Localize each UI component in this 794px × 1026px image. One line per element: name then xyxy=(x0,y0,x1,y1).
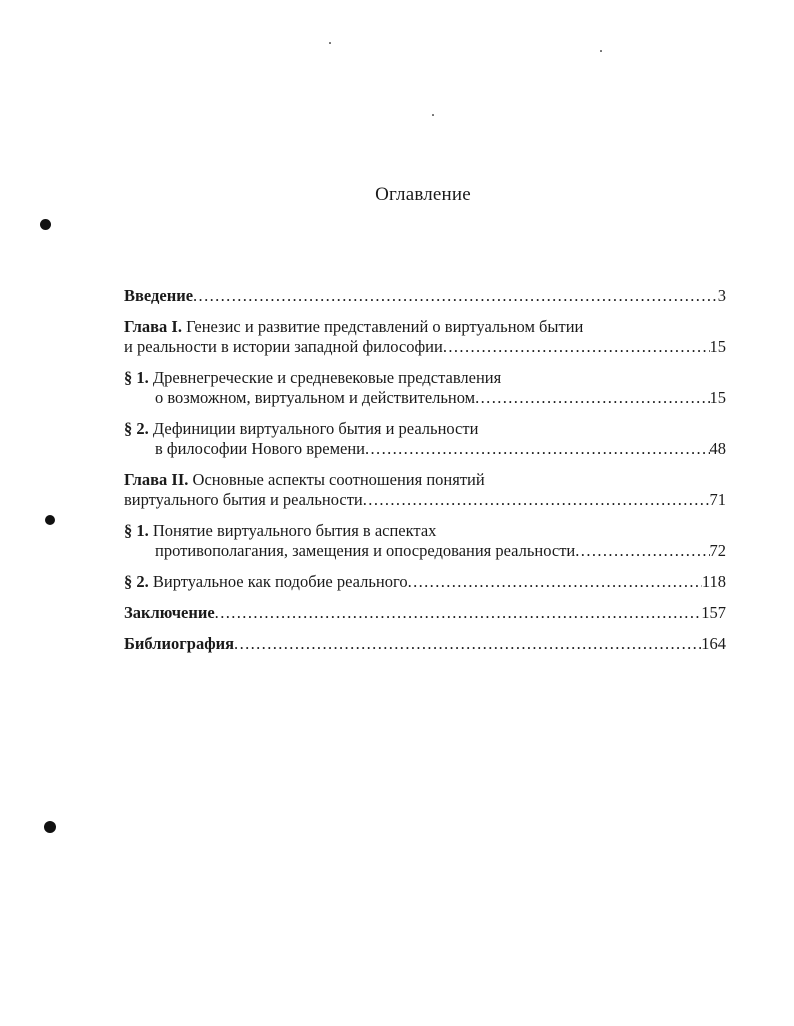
toc-page-number: 15 xyxy=(709,337,726,356)
toc-entry-conclusion[interactable] xyxy=(124,603,726,623)
toc-line-text xyxy=(124,286,193,306)
toc-line xyxy=(124,286,726,306)
toc-line-text xyxy=(124,419,478,439)
toc-line xyxy=(124,368,726,388)
dot-leader xyxy=(475,388,709,408)
toc-label: Основные аспекты соотношения понятий xyxy=(188,470,485,489)
toc-line-text xyxy=(124,368,501,388)
toc-line xyxy=(124,541,726,561)
toc-heading-prefix: § 1. xyxy=(124,368,149,387)
toc-line xyxy=(124,388,726,408)
toc-line xyxy=(124,603,726,623)
toc-page-number: 48 xyxy=(709,439,726,458)
toc-entry-ch1-sec2[interactable] xyxy=(124,419,726,459)
toc-line-text xyxy=(124,634,234,654)
toc-line-text xyxy=(155,541,575,561)
scan-speck xyxy=(600,50,602,52)
toc-entry-ch2-sec2[interactable] xyxy=(124,572,726,592)
toc-line xyxy=(124,470,726,490)
toc-line-text xyxy=(124,490,363,510)
toc-page-number: 72 xyxy=(709,541,726,560)
dot-leader xyxy=(443,337,710,357)
binder-hole-mark xyxy=(40,219,51,230)
dot-leader xyxy=(408,572,702,592)
dot-leader xyxy=(575,541,709,561)
toc-page-number: 164 xyxy=(701,634,726,653)
toc-entry-ch1-sec1[interactable] xyxy=(124,368,726,408)
dot-leader xyxy=(215,603,702,623)
toc-line-text xyxy=(155,439,365,459)
toc-line xyxy=(124,634,726,654)
dot-leader xyxy=(363,490,710,510)
scan-speck xyxy=(329,42,331,44)
toc-label: виртуального бытия и реальности xyxy=(124,490,363,509)
toc-entry-intro[interactable] xyxy=(124,286,726,306)
toc-line xyxy=(124,490,726,510)
toc-line-text xyxy=(155,388,475,408)
toc-page-number: 71 xyxy=(709,490,726,509)
toc-label: и реальности в истории западной философии xyxy=(124,337,443,356)
scan-speck xyxy=(432,114,434,116)
dot-leader xyxy=(365,439,710,459)
dot-leader xyxy=(193,286,718,306)
toc-line-text xyxy=(124,470,485,490)
toc-line xyxy=(124,572,726,592)
toc-line-text xyxy=(124,521,436,541)
toc-line xyxy=(124,337,726,357)
toc-page-number: 3 xyxy=(717,286,726,305)
toc-entry-bibliography[interactable] xyxy=(124,634,726,654)
table-of-contents xyxy=(124,286,726,665)
toc-entry-chapter-1[interactable] xyxy=(124,317,726,357)
page-title: Оглавление xyxy=(375,184,471,205)
toc-label: о возможном, виртуальном и действительном xyxy=(155,388,476,407)
toc-label: Виртуальное как подобие реального xyxy=(148,572,408,591)
toc-entry-chapter-2[interactable] xyxy=(124,470,726,510)
toc-line-text xyxy=(124,572,408,592)
toc-line-text xyxy=(124,603,215,623)
toc-heading-prefix: Глава II. xyxy=(124,470,189,489)
toc-label: Древнегреческие и средневековые представления xyxy=(148,368,502,387)
toc-heading-prefix: Глава I. xyxy=(124,317,182,336)
toc-line-text xyxy=(124,337,443,357)
toc-page-number: 118 xyxy=(701,572,726,591)
toc-page-number: 15 xyxy=(709,388,726,407)
toc-heading-prefix: § 2. xyxy=(124,419,149,438)
toc-heading-prefix: § 2. xyxy=(124,572,149,591)
toc-label: Понятие виртуального бытия в аспектах xyxy=(148,521,437,540)
toc-label: Введение xyxy=(124,286,194,305)
toc-line xyxy=(124,317,726,337)
toc-line xyxy=(124,419,726,439)
toc-label: Библиография xyxy=(124,634,235,653)
binder-hole-mark xyxy=(45,515,55,525)
toc-label: Дефиниции виртуального бытия и реальности xyxy=(148,419,479,438)
toc-line xyxy=(124,521,726,541)
toc-heading-prefix: § 1. xyxy=(124,521,149,540)
toc-line-text xyxy=(124,317,583,337)
toc-label: в философии Нового времени xyxy=(155,439,365,458)
dot-leader xyxy=(234,634,701,654)
toc-entry-ch2-sec1[interactable] xyxy=(124,521,726,561)
toc-label: противополагания, замещения и опосредования реальности xyxy=(155,541,576,560)
binder-hole-mark xyxy=(44,821,56,833)
toc-line xyxy=(124,439,726,459)
toc-label: Генезис и развитие представлений о виртуальном бытии xyxy=(181,317,584,336)
toc-label: Заключение xyxy=(124,603,215,622)
toc-page-number: 157 xyxy=(701,603,726,622)
